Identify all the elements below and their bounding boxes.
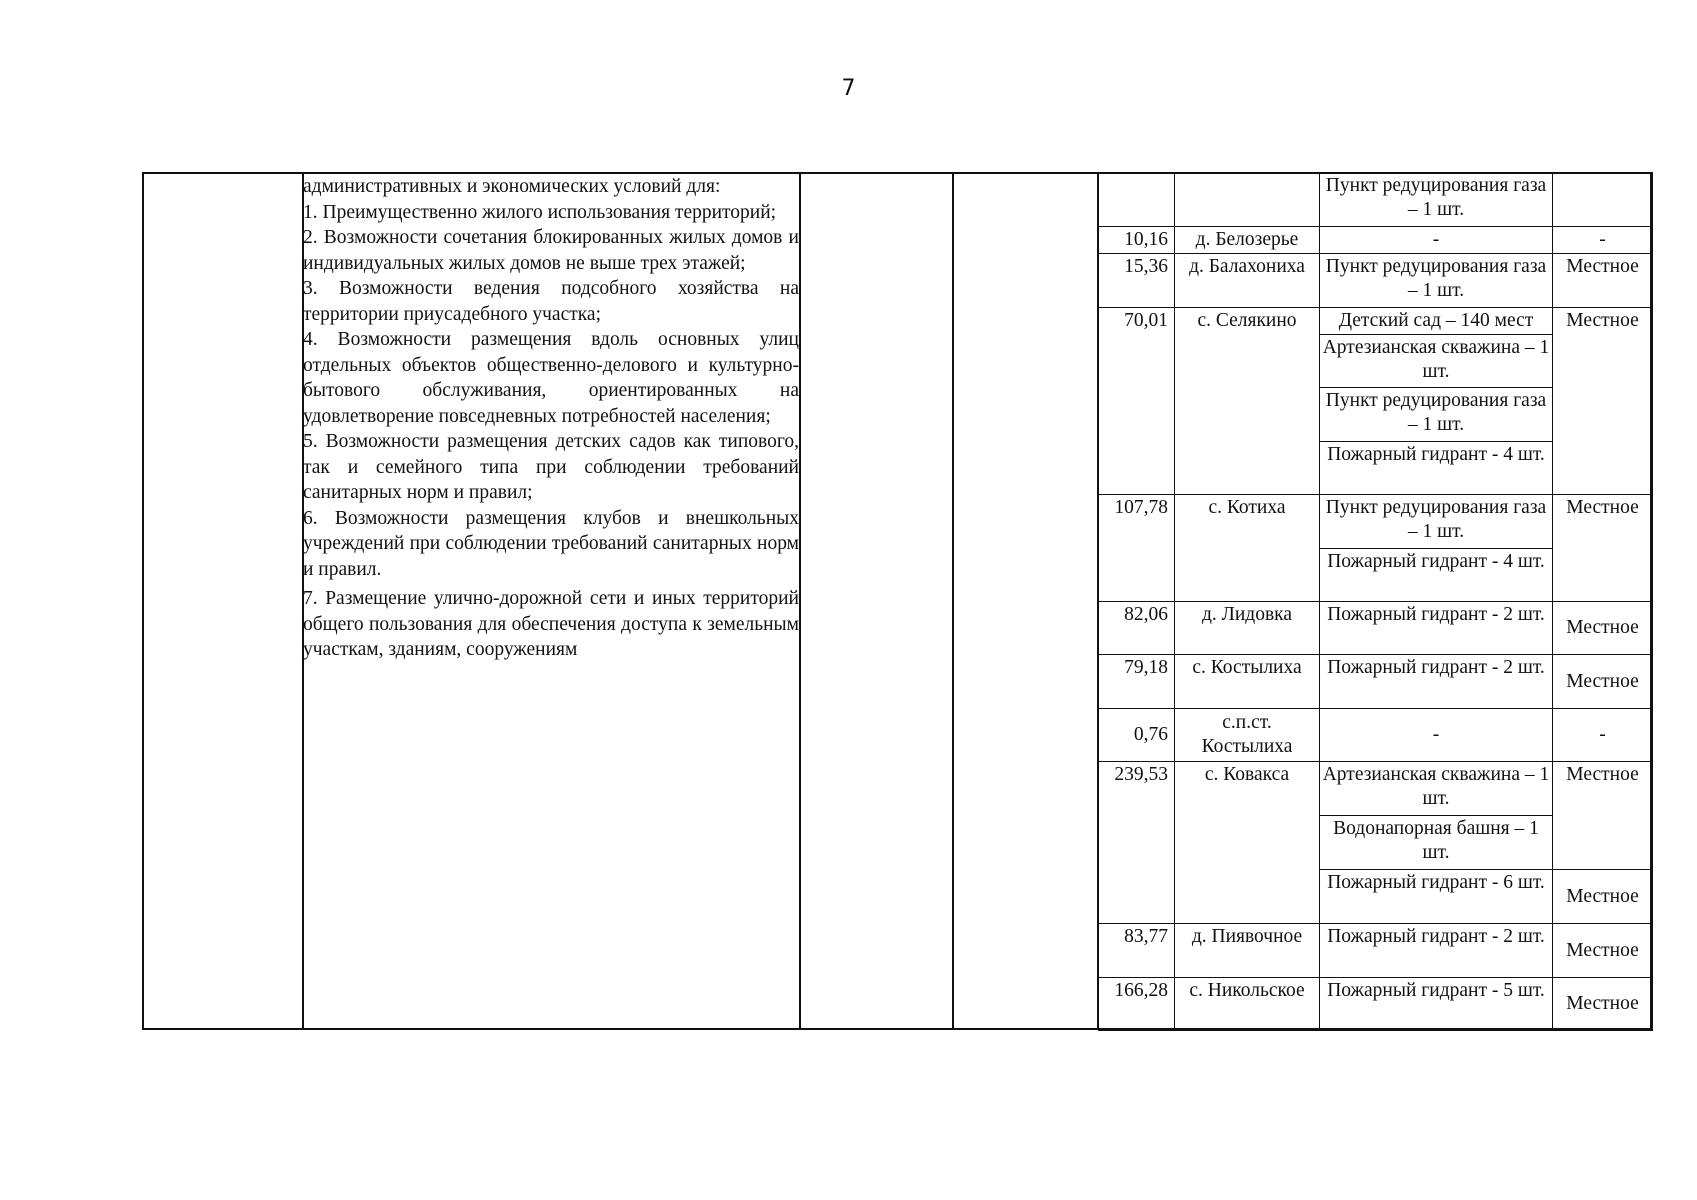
object-cell: Детский сад – 140 мест — [1320, 308, 1553, 335]
significance-cell: Местное — [1553, 308, 1653, 495]
table-row — [1099, 602, 1653, 655]
settlement-cell: д. Пиявочное — [1175, 924, 1320, 978]
significance-cell: Местное — [1553, 870, 1653, 924]
settlement-cell: с. Никольское — [1175, 978, 1320, 1031]
settlement-cell: д. Белозерье — [1175, 227, 1320, 254]
significance-cell: Местное — [1553, 495, 1653, 602]
table-row — [1099, 227, 1653, 254]
settlement-cell: с. Котиха — [1175, 495, 1320, 602]
settlement-cell: д. Балахониха — [1175, 254, 1320, 308]
paragraph: 5. Возможности размещения детских садов как типового, так и семейного типа при соблюдении требований санитарных норм и правил; — [303, 431, 799, 503]
paragraph: 1. Преимущественно жилого использования территорий; — [303, 201, 777, 223]
object-cell: Пожарный гидрант - 4 шт. — [1320, 442, 1553, 495]
paragraph: 4. Возможности размещения вдоль основных улиц отдельных объектов общественно-делового и культурно-бытового обслуживания, ориентированных на удовлетворение повседневных потребностей населения; — [303, 329, 799, 427]
area-cell — [1099, 173, 1175, 227]
area-cell: 0,76 — [1099, 709, 1175, 762]
area-cell: 70,01 — [1099, 308, 1175, 495]
area-cell: 166,28 — [1099, 978, 1175, 1031]
significance-cell: Местное — [1553, 762, 1653, 870]
object-cell: Пункт редуцирования газа – 1 шт. — [1320, 173, 1553, 227]
object-cell: - — [1320, 227, 1553, 254]
settlement-cell: с. Костылиха — [1175, 655, 1320, 709]
significance-cell: Местное — [1553, 254, 1653, 308]
object-cell: Пожарный гидрант - 6 шт. — [1320, 870, 1553, 924]
object-cell: Водонапорная башня – 1 шт. — [1320, 816, 1553, 870]
table-row — [1099, 254, 1653, 308]
table-row — [1099, 173, 1653, 227]
settlement-cell: с. Селякино — [1175, 308, 1320, 495]
significance-cell: Местное — [1553, 655, 1653, 709]
object-cell: Артезианская скважина – 1 шт. — [1320, 762, 1553, 816]
paragraph: 7. Размещение улично-дорожной сети и иных территорий общего пользования для обеспечения доступа к земельным участкам, зданиям, сооружениям — [303, 588, 799, 660]
settlement-cell: с.п.ст. Костылиха — [1175, 709, 1320, 762]
table-row — [1099, 308, 1653, 335]
area-cell: 10,16 — [1099, 227, 1175, 254]
table-row — [1099, 655, 1653, 709]
object-cell: Пожарный гидрант - 2 шт. — [1320, 602, 1553, 655]
object-cell: Артезианская скважина – 1 шт. — [1320, 335, 1553, 388]
object-cell: Пожарный гидрант - 2 шт. — [1320, 924, 1553, 978]
object-cell: - — [1320, 709, 1553, 762]
object-cell: Пожарный гидрант - 2 шт. — [1320, 655, 1553, 709]
object-cell: Пункт редуцирования газа – 1 шт. — [1320, 254, 1553, 308]
settlement-cell — [1175, 173, 1320, 227]
significance-cell: - — [1553, 709, 1653, 762]
paragraph: 6. Возможности размещения клубов и внешкольных учреждений при соблюдении требований санитарных норм и правил. — [303, 507, 799, 580]
table-row — [1099, 924, 1653, 978]
object-cell: Пункт редуцирования газа – 1 шт. — [1320, 495, 1553, 549]
table-row — [1099, 762, 1653, 816]
paragraph: 2. Возможности сочетания блокированных жилых домов и индивидуальных жилых домов не выше трех этажей; — [303, 227, 799, 274]
paragraph: 3. Возможности ведения подсобного хозяйства на территории приусадебного участка; — [303, 278, 799, 325]
object-cell: Пожарный гидрант - 5 шт. — [1320, 978, 1553, 1031]
object-cell: Пожарный гидрант - 4 шт. — [1320, 549, 1553, 602]
settlements-table — [1098, 172, 1653, 1031]
area-cell: 79,18 — [1099, 655, 1175, 709]
significance-cell: Местное — [1553, 924, 1653, 978]
column-divider — [799, 172, 801, 1030]
page-number: 7 — [841, 76, 856, 101]
area-cell: 82,06 — [1099, 602, 1175, 655]
area-cell: 15,36 — [1099, 254, 1175, 308]
column-divider — [952, 172, 954, 1030]
settlement-cell: д. Лидовка — [1175, 602, 1320, 655]
requirements-text — [303, 174, 799, 663]
table-row — [1099, 978, 1653, 1031]
table-row — [1099, 709, 1653, 762]
area-cell: 107,78 — [1099, 495, 1175, 602]
object-cell: Пункт редуцирования газа – 1 шт. — [1320, 388, 1553, 442]
significance-cell: - — [1553, 227, 1653, 254]
settlement-cell: с. Ковакса — [1175, 762, 1320, 924]
significance-cell: Местное — [1553, 602, 1653, 655]
table-row — [1099, 495, 1653, 549]
area-cell: 83,77 — [1099, 924, 1175, 978]
significance-cell: Местное — [1553, 978, 1653, 1031]
area-cell: 239,53 — [1099, 762, 1175, 924]
paragraph: административных и экономических условий для: — [303, 176, 721, 197]
significance-cell — [1553, 173, 1653, 227]
